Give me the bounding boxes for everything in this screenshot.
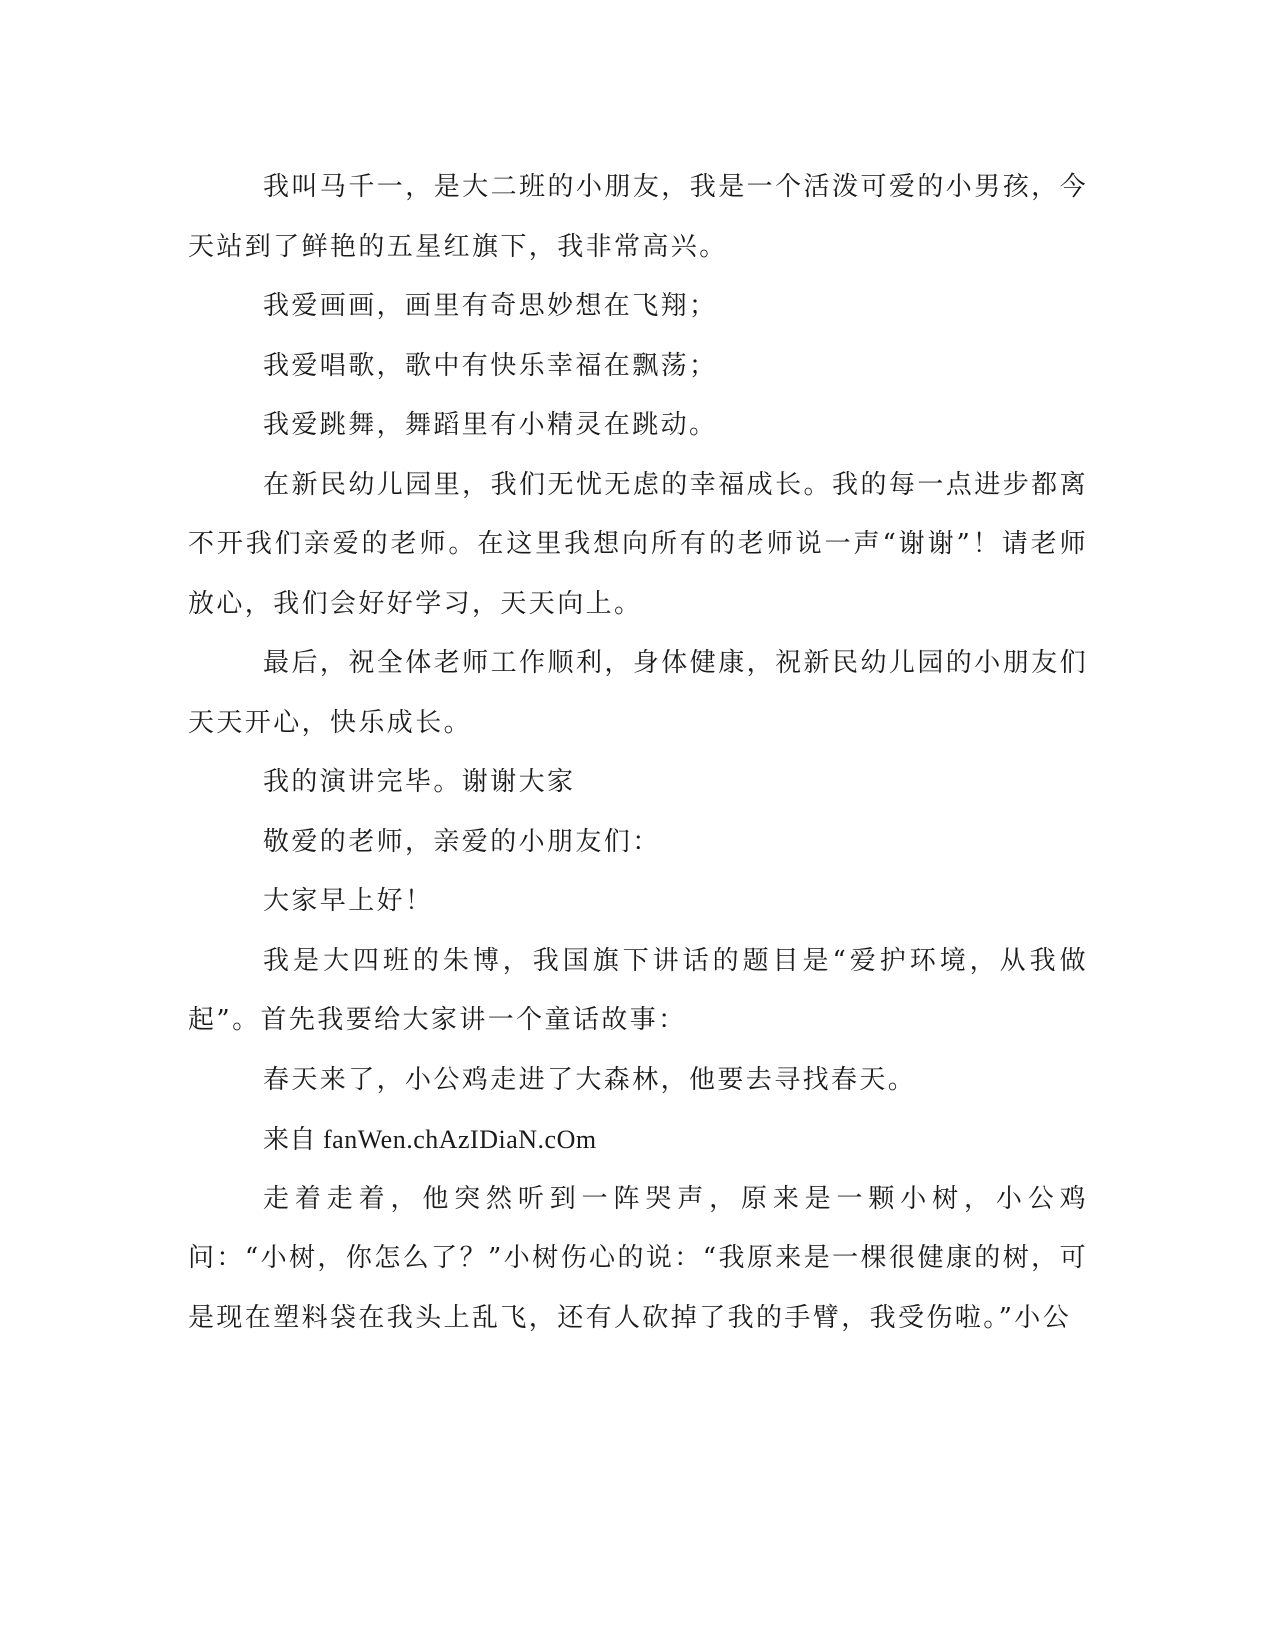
paragraph-love-singing: 我爱唱歌，歌中有快乐幸福在飘荡；: [263, 350, 718, 381]
paragraph-source: 来自 fanWen.chAzIDiaN.cOm: [263, 1125, 597, 1154]
paragraph-love-drawing: 我爱画画，画里有奇思妙想在飞翔；: [263, 291, 718, 321]
paragraph-love-dancing: 我爱跳舞，舞蹈里有小精灵在跳动。: [263, 410, 718, 440]
paragraph-wishes: 最后，祝全体老师工作顺利，身体健康，祝新民幼儿园的小朋友们天天开心，快乐成长。: [188, 648, 1088, 738]
paragraph-spring: 春天来了，小公鸡走进了大森林，他要去寻找春天。: [263, 1064, 917, 1095]
paragraph-intro: 我叫马千一，是大二班的小朋友，我是一个活泼可爱的小男孩，今天站到了鲜艳的五星红旗下，我非常高兴。: [188, 172, 1088, 262]
paragraph-kindergarten: 在新民幼儿园里，我们无忧无虑的幸福成长。我的每一点进步都离不开我们亲爱的老师。在这里我想向所有的老师说一声“谢谢”！请老师放心，我们会好好学习，天天向上。: [188, 469, 1088, 619]
paragraph-speech-topic: 我是大四班的朱博，我国旗下讲话的题目是“爱护环境，从我做起”。首先我要给大家讲一个童话故事：: [188, 945, 1088, 1035]
paragraph-greeting: 大家早上好！: [263, 886, 434, 916]
paragraph-story: 走着走着，他突然听到一阵哭声，原来是一颗小树，小公鸡问：“小树，你怎么了？”小树伤心的说：“我原来是一棵很健康的树，可是现在塑料袋在我头上乱飞，还有人砍掉了我的手臂，我受伤啦。”小公: [188, 1183, 1088, 1333]
paragraph-speech-end: 我的演讲完毕。谢谢大家: [263, 767, 576, 797]
paragraph-salutation: 敬爱的老师，亲爱的小朋友们：: [263, 826, 661, 857]
document-body: [188, 158, 1088, 1348]
